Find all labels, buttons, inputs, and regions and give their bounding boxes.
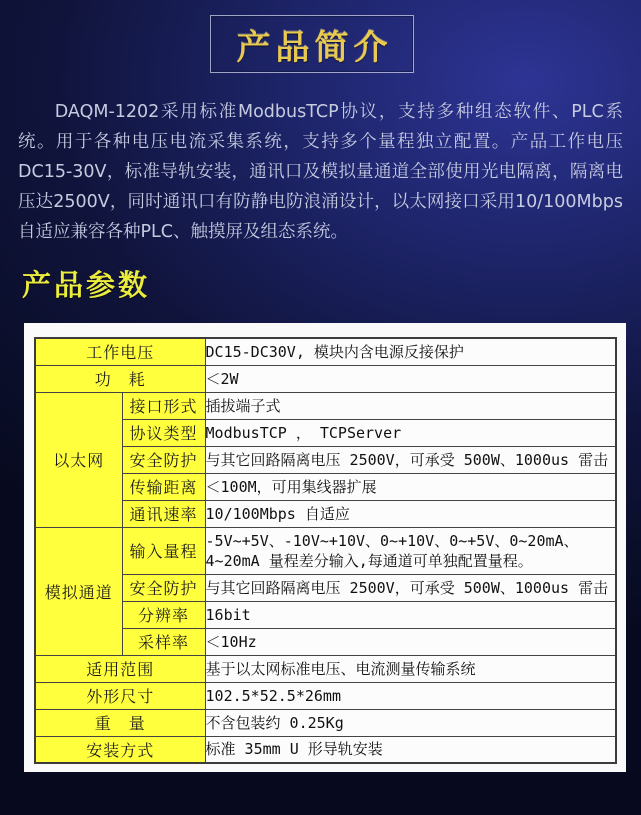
param-value-cell: 10/100Mbps 自适应 [205,500,616,527]
param-row [35,473,616,500]
param-value-cell: -5V~+5V、-10V~+10V、0~+10V、0~+5V、0~20mA、4~20mA 量程差分输入,每通道可单独配置量程。 [205,527,616,574]
parameters-panel [24,323,626,772]
param-row [35,392,616,419]
param-row [35,527,616,574]
param-value-cell: 基于以太网标准电压、电流测量传输系统 [205,655,616,682]
param-label-cell: 适用范围 [35,655,205,682]
banner-title: 产品简介 [236,27,393,68]
param-label-cell: 协议类型 [122,419,205,446]
param-value-cell: ModbusTCP ， TCPServer [205,419,616,446]
param-label-cell: 工作电压 [35,338,205,365]
param-label-cell: 功 耗 [35,365,205,392]
parameters-table [34,337,617,764]
param-label-cell: 外形尺寸 [35,682,205,709]
param-label-cell: 安全防护 [122,446,205,473]
param-label-cell: 重 量 [35,709,205,736]
product-page [0,15,641,815]
param-row [35,628,616,655]
param-value-cell: 标准 35mm U 形导轨安装 [205,736,616,763]
param-row [35,500,616,527]
param-label-cell: 安装方式 [35,736,205,763]
param-label-cell: 安全防护 [122,574,205,601]
intro-paragraph: DAQM-1202采用标准ModbusTCP协议，支持多种组态软件、PLC系统。用于各种电压电流采集系统，支持多个量程独立配置。产品工作电压DC15-30V，标准导轨安装，通讯口及模拟量通道全部使用光电隔离，隔离电压达2500V，同时通讯口有防静电防浪涌设计，以太网接口采用10/100Mbps自适应兼容各种PLC、触摸屏及组态系统。 [18,102,623,242]
param-value-cell: ＜10Hz [205,628,616,655]
param-value-cell: DC15-DC30V, 模块内含电源反接保护 [205,338,616,365]
param-row [35,446,616,473]
param-label-cell: 输入量程 [122,527,205,574]
param-group-cell: 以太网 [35,392,122,527]
param-value-cell: ＜100M，可用集线器扩展 [205,473,616,500]
param-row [35,709,616,736]
param-value-cell: 不含包装约 0.25Kg [205,709,616,736]
product-intro-banner [210,15,414,73]
section-title-parameters: 产品参数 [22,268,151,302]
param-row [35,365,616,392]
param-value-cell: 102.5*52.5*26mm [205,682,616,709]
param-row [35,655,616,682]
param-value-cell: 16bit [205,601,616,628]
param-row [35,682,616,709]
param-label-cell: 通讯速率 [122,500,205,527]
param-row [35,736,616,763]
param-value-cell: 与其它回路隔离电压 2500V，可承受 500W、1000us 雷击 [205,574,616,601]
param-label-cell: 分辨率 [122,601,205,628]
param-value-cell: 与其它回路隔离电压 2500V，可承受 500W、1000us 雷击 [205,446,616,473]
param-row [35,601,616,628]
param-label-cell: 采样率 [122,628,205,655]
param-row [35,574,616,601]
param-row [35,419,616,446]
param-label-cell: 接口形式 [122,392,205,419]
param-value-cell: 插拔端子式 [205,392,616,419]
param-group-cell: 模拟通道 [35,527,122,655]
param-label-cell: 传输距离 [122,473,205,500]
param-row [35,338,616,365]
param-value-cell: ＜2W [205,365,616,392]
